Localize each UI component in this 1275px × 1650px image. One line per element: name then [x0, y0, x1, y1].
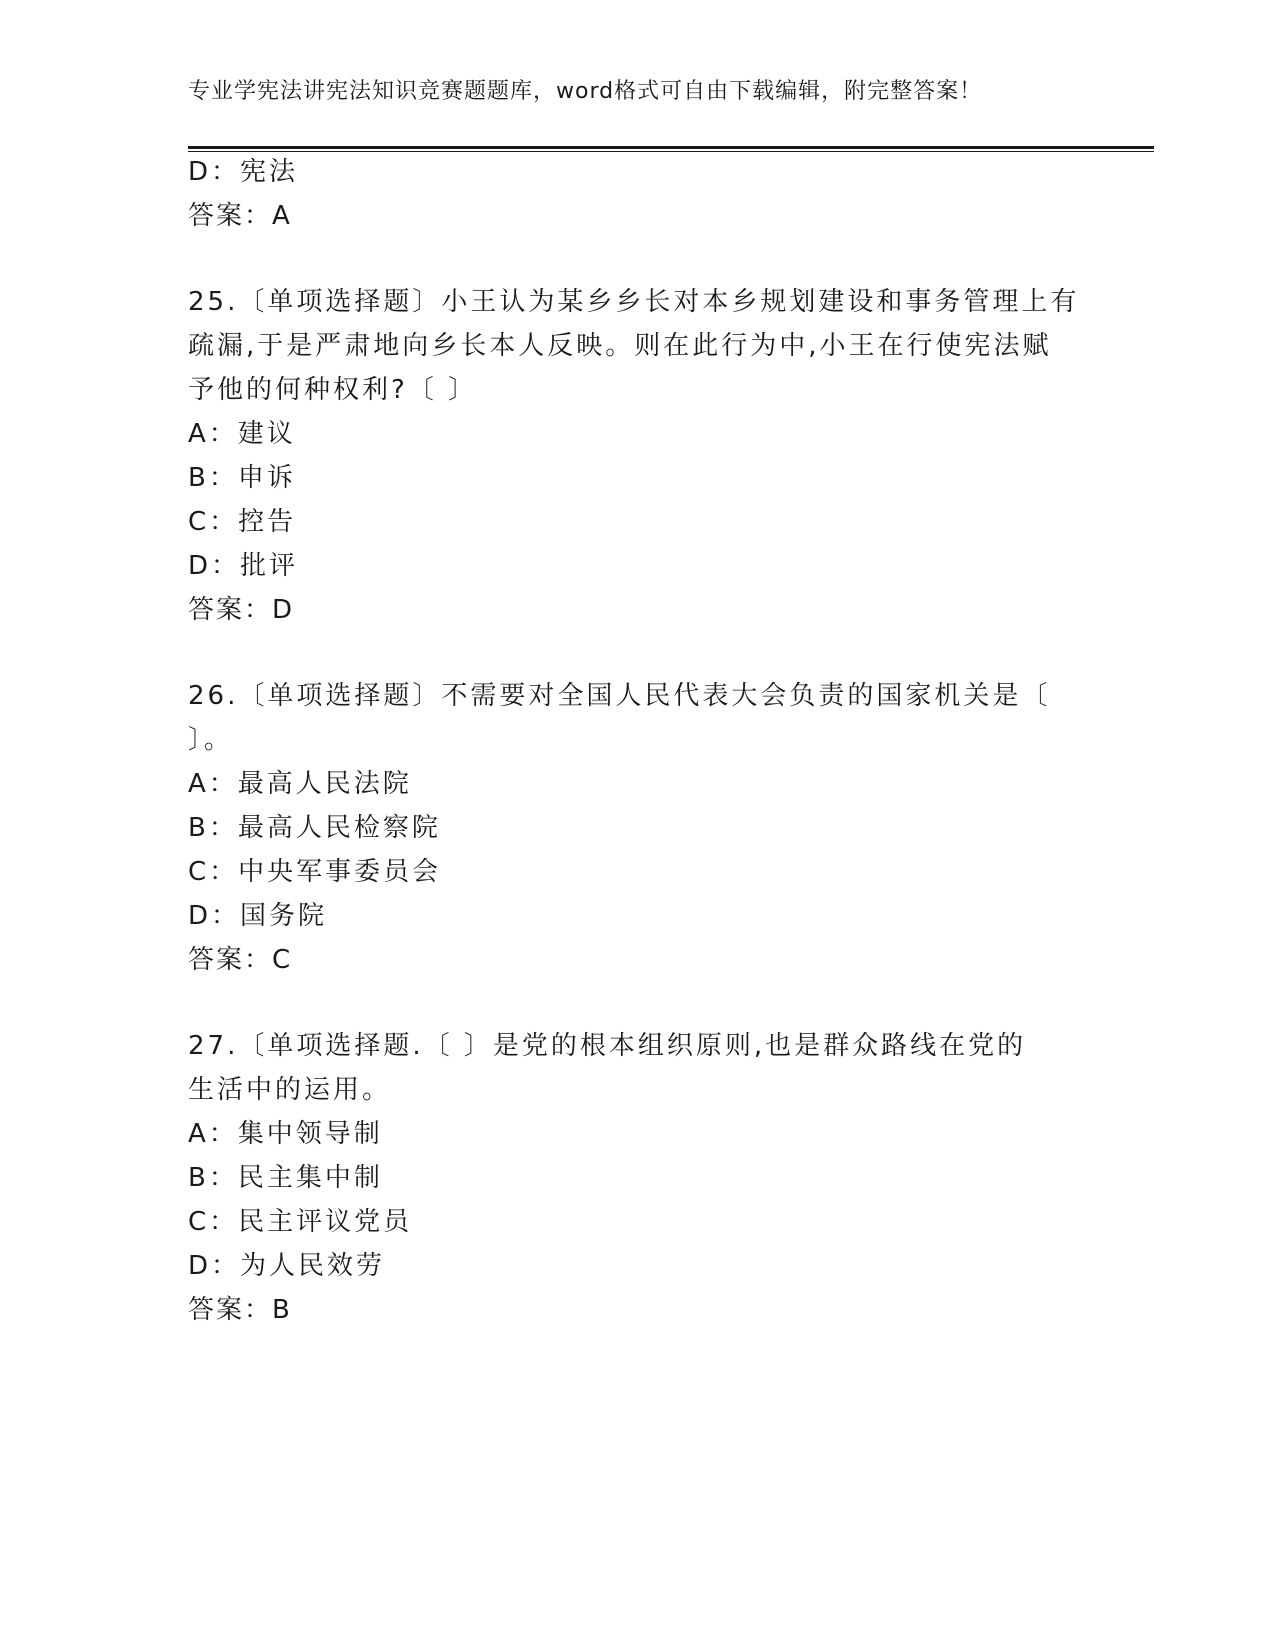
- prev-option-d: D：宪法: [188, 157, 299, 187]
- q27-option-c: C：民主评议党员: [188, 1207, 413, 1237]
- q26-answer: 答案：C: [188, 945, 293, 975]
- q26-stem-line-2: 〕。: [188, 725, 234, 755]
- q26-stem-line-1: 26.〔单项选择题〕不需要对全国人民代表大会负责的国家机关是〔: [188, 681, 1051, 711]
- page-header-text: 专业学宪法讲宪法知识竞赛题题库，word格式可自由下载编辑，附完整答案！: [188, 79, 983, 104]
- q25-stem-line-3: 予他的何种权利?〔 〕: [188, 375, 478, 405]
- q25-stem-line-1: 25.〔单项选择题〕小王认为某乡乡长对本乡规划建设和事务管理上有: [188, 287, 1080, 317]
- q27-stem-line-1: 27.〔单项选择题.〔 〕是党的根本组织原则,也是群众路线在党的: [188, 1031, 1027, 1061]
- q27-option-b: B：民主集中制: [188, 1163, 383, 1193]
- q26-option-a: A：最高人民法院: [188, 769, 412, 799]
- header-divider: [188, 146, 1154, 152]
- q27-answer: 答案：B: [188, 1295, 292, 1325]
- q25-option-d: D：批评: [188, 551, 299, 581]
- q25-stem-line-2: 疏漏,于是严肃地向乡长本人反映。则在此行为中,小王在行使宪法赋: [188, 331, 1052, 361]
- q25-option-b: B：申诉: [188, 463, 296, 493]
- q25-option-c: C：控告: [188, 507, 297, 537]
- prev-answer: 答案：A: [188, 201, 292, 231]
- q27-option-a: A：集中领导制: [188, 1119, 383, 1149]
- q27-stem-line-2: 生活中的运用。: [188, 1075, 392, 1105]
- q25-answer: 答案：D: [188, 595, 295, 625]
- q26-option-b: B：最高人民检察院: [188, 813, 441, 843]
- q26-option-c: C：中央军事委员会: [188, 857, 442, 887]
- q26-option-d: D：国务院: [188, 901, 328, 931]
- q27-option-d: D：为人民效劳: [188, 1251, 386, 1281]
- q25-option-a: A：建议: [188, 419, 296, 449]
